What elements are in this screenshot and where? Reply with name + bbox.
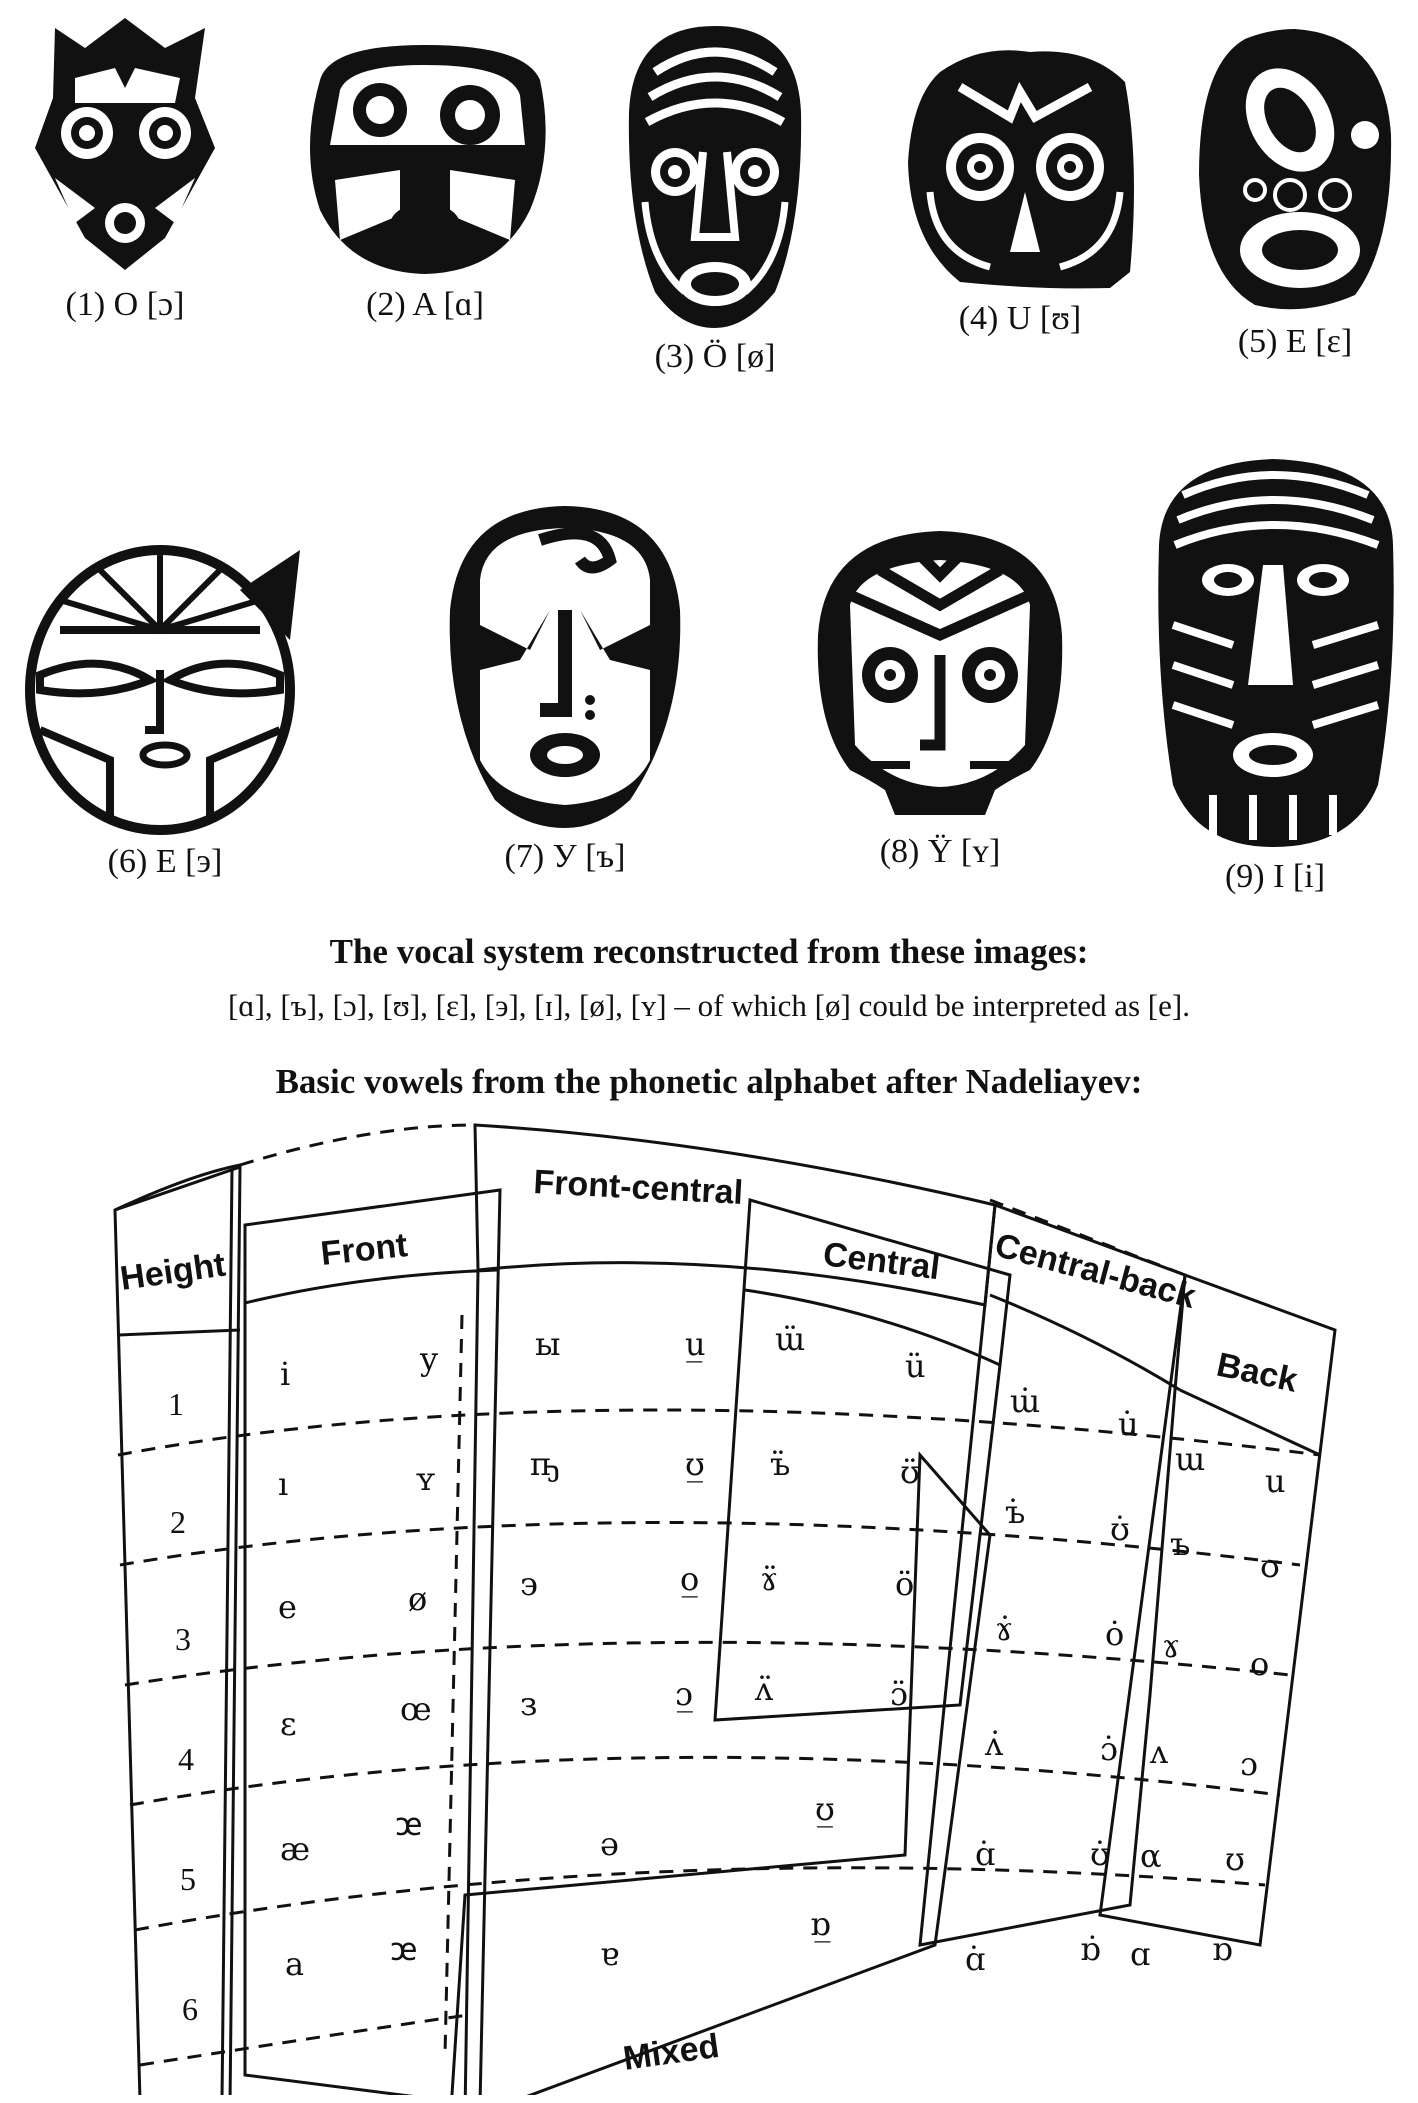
central-vowel: ʌ̈ [755,1670,774,1708]
front-central-vowel: ы [535,1325,561,1363]
back-vowel: u [1265,1462,1286,1500]
mask-caption: (7) У [ъ] [504,838,626,875]
mask-caption: (2) A [ɑ] [366,286,484,323]
mask-figure-5 [1185,25,1405,361]
central-back-vowel: ɒ̇ [1080,1930,1101,1968]
mask-2-icon [290,40,560,278]
mask-5-icon [1195,25,1395,315]
central-back-vowel: ɑ̇ [965,1940,986,1978]
mixed-vowel: ɐ [600,1935,620,1973]
header-central: Central [821,1235,942,1288]
front-vowel: æ [280,1830,311,1868]
mask-caption: (3) Ö [ø] [654,338,776,375]
mask-1-icon [15,8,235,278]
height-number: 4 [178,1741,194,1777]
header-back: Back [1213,1345,1301,1400]
mask-figure-7 [415,500,715,876]
mask-caption: (6) Е [э] [107,843,223,880]
central-back-vowel: ʊ̇ [1090,1835,1110,1873]
mask-4-icon [900,42,1140,292]
header-mixed: Mixed [620,2026,722,2078]
mixed-vowel: ɒ̲ [810,1905,831,1943]
back-vowel: ъ [1170,1525,1191,1563]
mask-figure-8 [790,525,1090,871]
mixed-vowel: ə [600,1825,619,1863]
front-vowel: ɛ [280,1705,297,1743]
central-back-vowel: ɔ̇ [1100,1730,1118,1768]
header-front-central: Front-central [532,1163,744,1212]
back-vowel: ɑ [1130,1935,1151,1973]
mask-figure-4 [895,42,1145,338]
mask-figure-6 [15,530,315,881]
mask-caption: (9) I [i] [1224,858,1326,895]
front-vowel: i [280,1355,291,1393]
front-central-vowel: ɔ̲ [675,1675,693,1713]
front-central-vowel: ʊ̲ [685,1445,705,1483]
central-vowel: ɔ̈ [890,1675,908,1713]
back-vowel: ɒ [1212,1930,1233,1968]
mask-figure-1 [0,8,250,324]
back-vowel: o [1250,1645,1270,1683]
back-vowel: ʊ [1225,1840,1245,1878]
header-central-back: Central-back [990,1226,1200,1317]
central-vowel: ɤ̈ [760,1560,779,1598]
height-number: 3 [175,1621,191,1657]
front-central-vowel: э [520,1565,538,1603]
front-vowel: ø [408,1580,428,1618]
central-back-vowel: ɤ̇ [995,1610,1014,1648]
back-vowel: ʌ [1150,1733,1169,1771]
vocal-system-title: The vocal system reconstructed from these images: [329,932,1089,971]
front-vowel: ꭢ [395,1805,423,1843]
mask-6-icon [20,530,310,835]
central-vowel: ö [895,1565,915,1603]
height-number: 1 [168,1386,184,1422]
central-back-vowel: ɑ̇ [975,1835,996,1873]
front-central-vowel: з [520,1685,538,1723]
front-central-vowel: ҧ [530,1445,561,1483]
central-back-vowel: u̇ [1118,1405,1139,1443]
mask-figure-3 [615,22,815,376]
height-number: 5 [180,1861,196,1897]
vowel-chart-title: Basic vowels from the phonetic alphabet after Nadeliayev: [275,1062,1143,1101]
height-number: 6 [182,1991,198,2027]
back-vowel: ɔ [1240,1745,1258,1783]
central-vowel: ъ̈ [770,1445,791,1483]
mask-8-icon [810,525,1070,825]
back-vowel: α [1140,1837,1162,1875]
central-back-vowel: ʊ̇ [1110,1510,1130,1548]
mask-caption: (1) O [ɔ] [65,286,185,323]
mask-caption: (4) U [ʊ] [958,300,1082,337]
front-vowel: a [285,1945,305,1983]
back-vowel: ʊ [1260,1547,1280,1585]
front-vowel: ʏ [415,1460,436,1498]
vowel-chart [0,1115,1418,2095]
mask-figure-2 [285,40,565,324]
front-vowel: ı [278,1465,289,1503]
mixed-block [450,1455,990,2095]
mask-caption: (8) Ÿ [ʏ] [879,833,1001,870]
central-back-vowel: ʌ̇ [985,1725,1004,1763]
mask-3-icon [625,22,805,330]
front-central-vowel: u̲ [685,1325,706,1363]
mixed-vowel: ʊ̲ [815,1790,835,1828]
header-front: Front [318,1226,410,1273]
front-central-vowel: o̲ [680,1560,700,1598]
mask-figure-9 [1150,455,1400,896]
mask-7-icon [440,500,690,830]
header-height: Height [117,1245,228,1298]
central-back-vowel: ъ̇ [1005,1493,1026,1531]
back-vowel: ɤ [1162,1627,1181,1665]
central-back-vowel: ȯ [1105,1615,1125,1653]
front-vowel: ꭢ [390,1930,418,1968]
mask-9-icon [1153,455,1398,850]
central-vowel: ü [905,1347,926,1385]
front-vowel: y [420,1340,439,1378]
back-vowel: ɯ [1175,1440,1206,1478]
front-vowel: e [278,1588,297,1626]
height-number: 2 [170,1504,186,1540]
central-vowel: ɯ̈ [775,1320,806,1358]
vocal-system-line: [ɑ], [ъ], [ɔ], [ʊ], [ɛ], [э], [ɪ], [ø], [ʏ] – of which [ø] could be interpreted as [e]. [228,988,1190,1023]
central-vowel: ʊ̈ [900,1453,920,1491]
central-back-vowel: ɯ̇ [1010,1382,1041,1420]
front-vowel: œ [400,1690,432,1728]
mask-caption: (5) E [ɛ] [1237,323,1353,360]
